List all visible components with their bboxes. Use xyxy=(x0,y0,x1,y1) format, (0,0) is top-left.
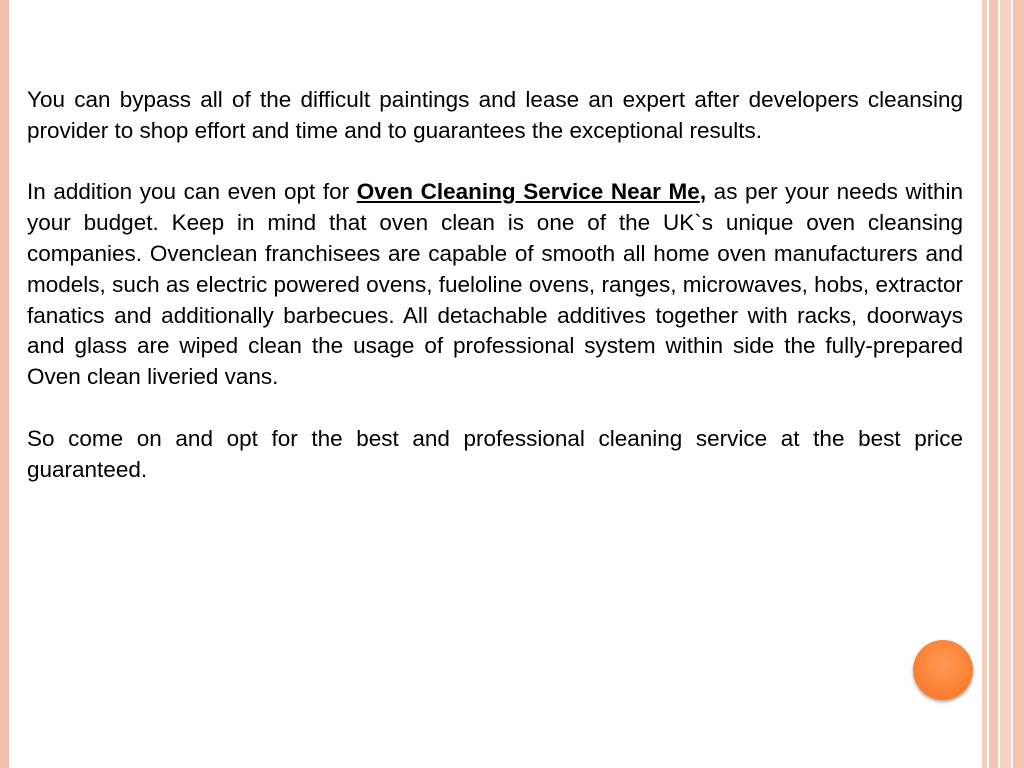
paragraph-2-intro: In addition you can even opt for xyxy=(27,179,357,205)
slide-body xyxy=(27,85,963,516)
paragraph-2 xyxy=(27,177,963,393)
orange-circle-icon xyxy=(913,640,973,700)
paragraph-3: So come on and opt for the best and professional cleaning service at the best price guaranteed. xyxy=(27,425,963,482)
paragraph-2-body: as per your needs within your budget. Keep in mind that oven clean is one of the UK`s unique oven cleansing companies. Ovenclean franchisees are capable of smooth all home oven manufacturers and models, such as electric powered ovens, fueloline ovens, ranges, microwaves, hobs, extractor fanatics and additionally barbecues. All detachable additives together with racks, doorways and glass are wiped clean the usage of professional system within side the fully-prepared Oven clean liveried vans. xyxy=(27,179,964,390)
left-border-stripe xyxy=(0,0,9,768)
paragraph-1: You can bypass all of the difficult paintings and lease an expert after developers cleansing provider to shop effort and time and to guarantees the exceptional results. xyxy=(27,87,963,143)
oven-cleaning-link[interactable]: Oven Cleaning Service Near Me xyxy=(356,179,700,205)
right-decorative-stripes xyxy=(978,0,1024,768)
link-comma: , xyxy=(699,179,707,205)
